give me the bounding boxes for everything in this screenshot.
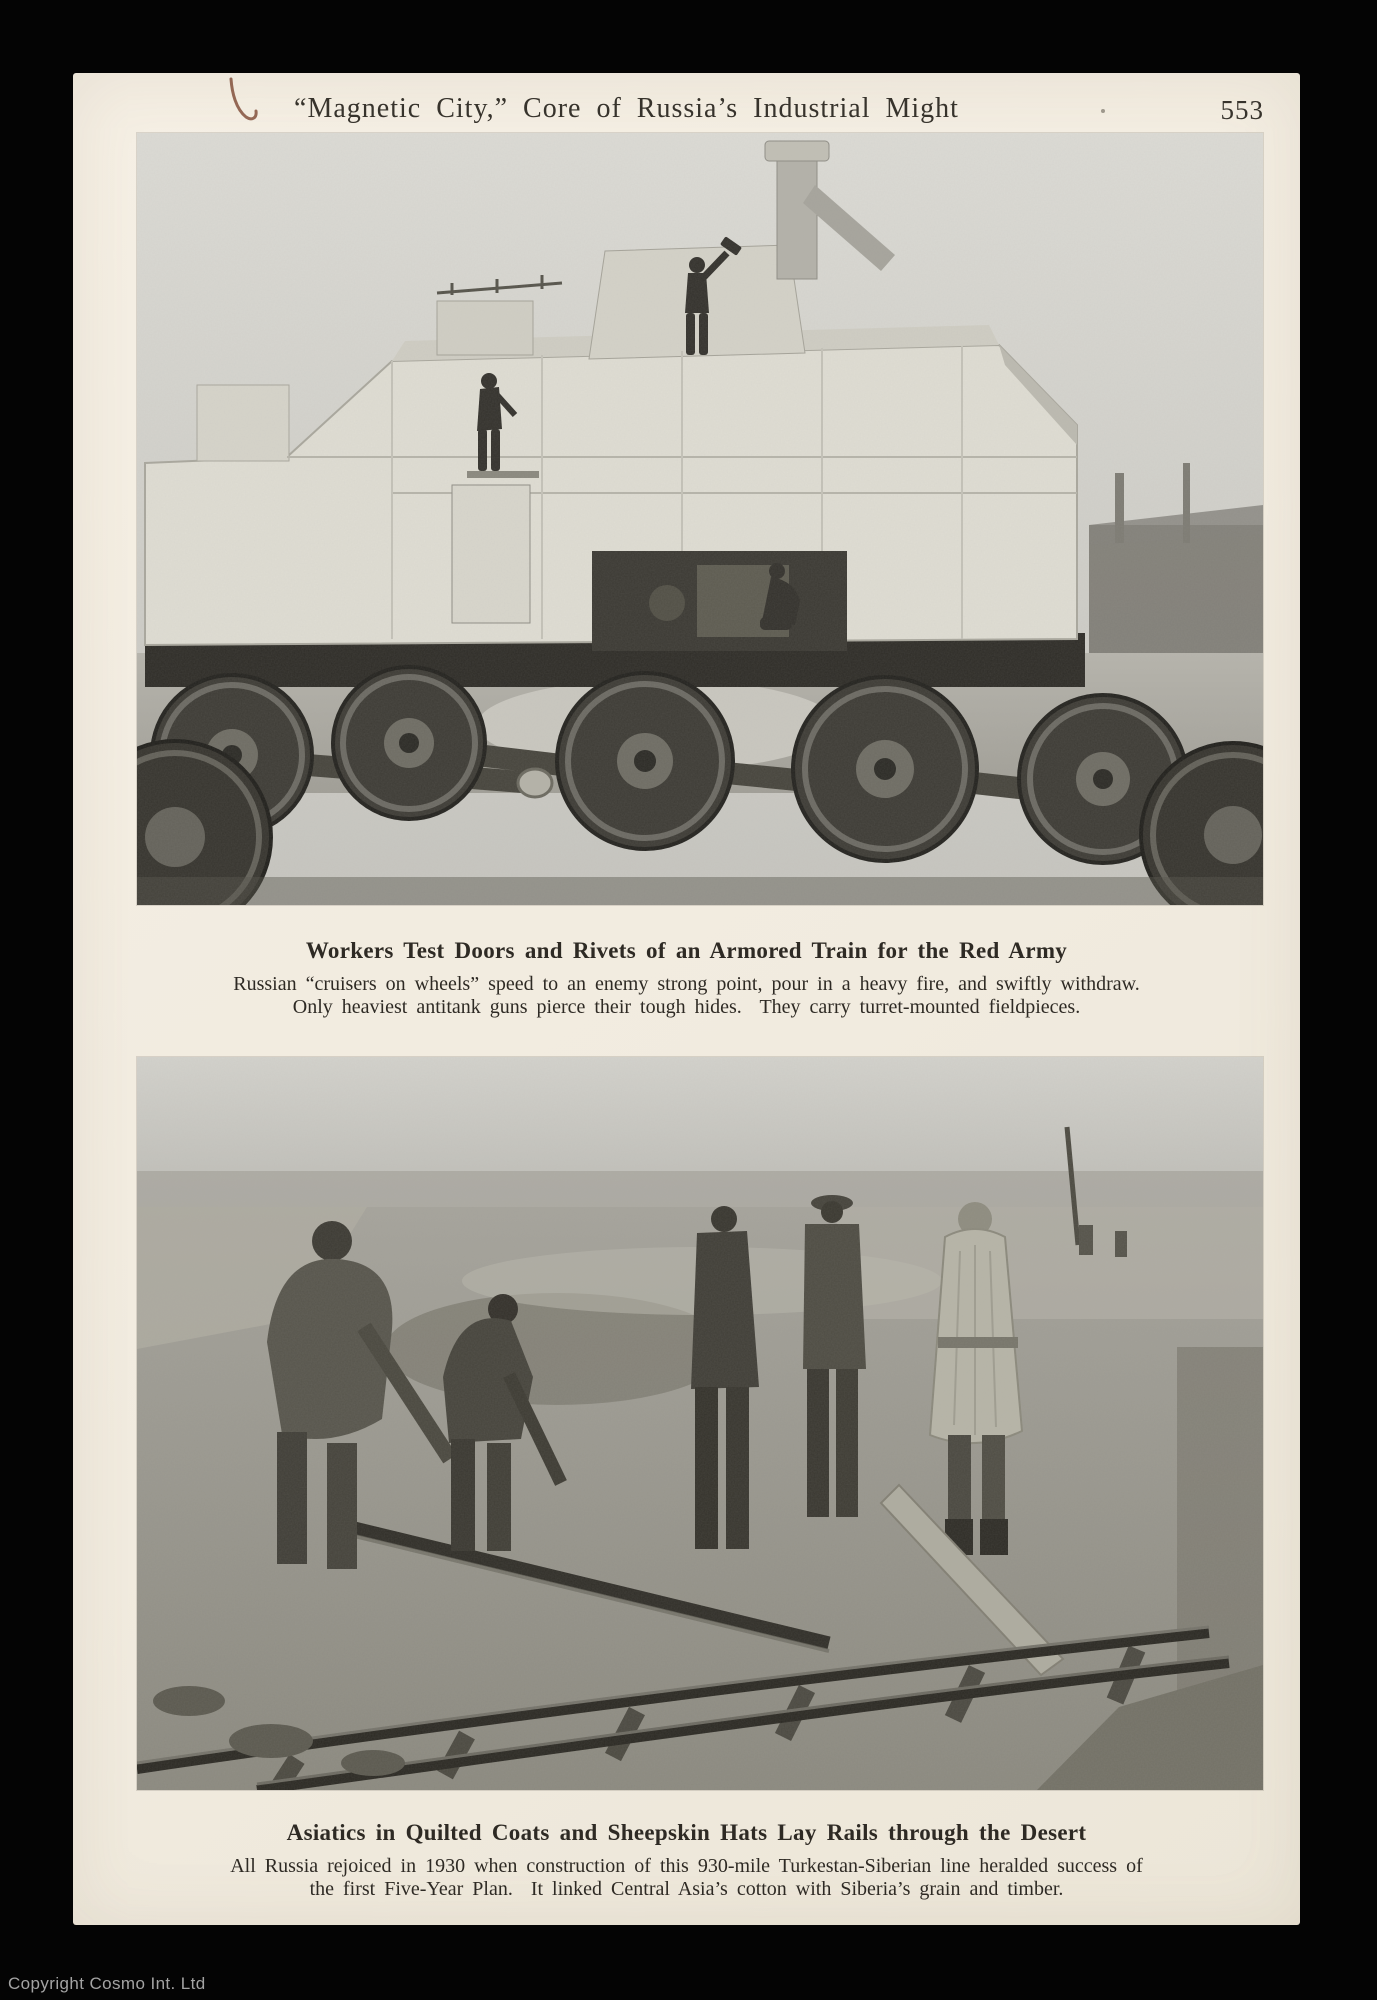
figure2-caption-line1: All Russia rejoiced in 1930 when construction of this 930-mile Turkestan-Siberian line heralded success of — [230, 1855, 1143, 1877]
figure2-caption-body — [93, 1855, 1280, 1901]
figure1-caption-body — [93, 973, 1280, 1019]
page-header-title: “Magnetic City,” Core of Russia’s Industrial Might — [294, 93, 959, 124]
figure1-caption-line2: Only heaviest antitank guns pierce their tough hides. They carry turret-mounted fieldpieces. — [292, 996, 1081, 1018]
halftone-grain — [137, 133, 1263, 905]
figure2-caption-title: Asiatics in Quilted Coats and Sheepskin Hats Lay Rails through the Desert — [286, 1820, 1087, 1845]
figure1-caption-line1: Russian “cruisers on wheels” speed to an enemy strong point, pour in a heavy fire, and swiftly withdraw. — [233, 973, 1140, 995]
halftone-grain — [137, 1057, 1263, 1790]
figure2-caption-line2: the first Five-Year Plan. It linked Central Asia’s cotton with Siberia’s grain and timber. — [309, 1878, 1064, 1900]
copyright-watermark: Copyright Cosmo Int. Ltd — [8, 1974, 206, 1993]
figure1-caption-title: Workers Test Doors and Rivets of an Armored Train for the Red Army — [305, 938, 1068, 963]
magazine-page — [73, 73, 1300, 1925]
page-number: 553 — [1220, 95, 1264, 125]
ink-dot — [1101, 109, 1105, 113]
pen-mark-annotation — [223, 77, 263, 129]
rail-laying-photo — [137, 1057, 1263, 1790]
armored-train-photo — [137, 133, 1263, 905]
